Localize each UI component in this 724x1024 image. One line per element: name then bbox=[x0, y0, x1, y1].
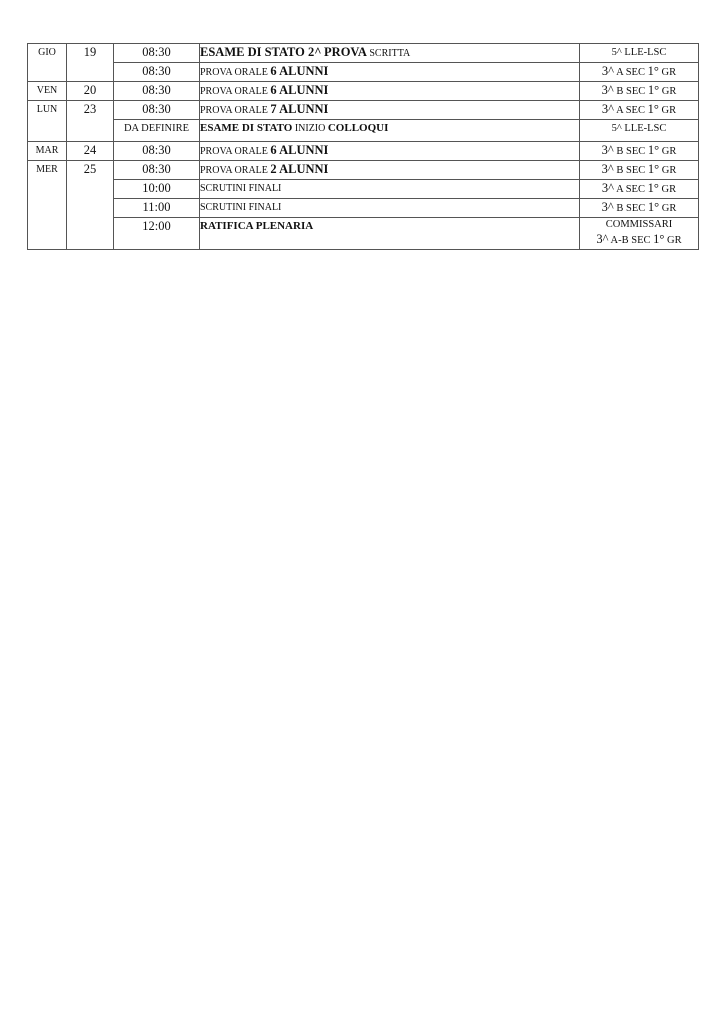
class-cell bbox=[580, 180, 699, 199]
description-bold: 6 ALUNNI bbox=[270, 83, 329, 97]
table-row bbox=[28, 63, 699, 82]
class-year: 3^ bbox=[596, 232, 609, 246]
class-cell bbox=[580, 199, 699, 218]
time-cell: 08:30 bbox=[114, 63, 200, 82]
class-year: 3^ bbox=[601, 102, 615, 116]
class-cell bbox=[580, 63, 699, 82]
time-cell: 11:00 bbox=[114, 199, 200, 218]
time-cell: 08:30 bbox=[114, 44, 200, 63]
time-cell: 10:00 bbox=[114, 180, 200, 199]
description-bold: PROVA bbox=[324, 45, 367, 59]
class-cell bbox=[580, 218, 699, 250]
class-cell bbox=[580, 101, 699, 120]
day-cell: MER bbox=[28, 161, 67, 250]
description-cell bbox=[200, 44, 580, 63]
class-grade: 1° bbox=[647, 102, 659, 116]
table-row bbox=[28, 161, 699, 180]
class-section: B SEC bbox=[616, 165, 646, 176]
description-text: SCRUTINI FINALI bbox=[200, 202, 282, 213]
description-bold: 6 ALUNNI bbox=[270, 143, 329, 157]
class-year: 3^ bbox=[601, 64, 615, 78]
day-cell: MAR bbox=[28, 142, 67, 161]
time-cell: 12:00 bbox=[114, 218, 200, 250]
class-level: GR bbox=[661, 67, 677, 78]
description-cell bbox=[200, 82, 580, 101]
description-bold: 2 ALUNNI bbox=[270, 162, 329, 176]
class-level: GR bbox=[667, 235, 682, 246]
class-section: B SEC bbox=[616, 86, 646, 97]
class-cell bbox=[580, 161, 699, 180]
description-cell bbox=[200, 120, 580, 142]
class-level: GR bbox=[661, 165, 677, 176]
class-section: A-B SEC bbox=[610, 235, 651, 246]
description-text: PROVA ORALE bbox=[200, 146, 268, 157]
description-cell bbox=[200, 199, 580, 218]
time-cell: 08:30 bbox=[114, 82, 200, 101]
class-year: 3^ bbox=[601, 200, 614, 214]
time-cell: 08:30 bbox=[114, 161, 200, 180]
table-row bbox=[28, 199, 699, 218]
class-year: 3^ bbox=[601, 143, 614, 157]
class-level: GR bbox=[661, 86, 677, 97]
description-bold: 6 ALUNNI bbox=[270, 64, 329, 78]
class-section: A SEC bbox=[616, 67, 645, 78]
description-bold: RATIFICA PLENARIA bbox=[200, 220, 314, 232]
description-text: PROVA ORALE bbox=[200, 67, 268, 78]
date-cell: 25 bbox=[67, 161, 114, 250]
description-text: PROVA ORALE bbox=[200, 165, 268, 176]
table-row bbox=[28, 101, 699, 120]
class-grade: 1° bbox=[647, 83, 660, 97]
class-line-1: COMMISSARI bbox=[605, 219, 673, 230]
description-text: SCRITTA bbox=[369, 48, 411, 59]
class-cell: 5^ LLE-LSC bbox=[580, 120, 699, 142]
class-cell bbox=[580, 82, 699, 101]
date-cell: 24 bbox=[67, 142, 114, 161]
description-text: INIZIO bbox=[294, 123, 326, 134]
description-bold: ESAME DI STATO bbox=[200, 122, 293, 134]
date-cell: 19 bbox=[67, 44, 114, 82]
description-bold: ESAME DI STATO 2^ bbox=[200, 45, 322, 59]
class-section: A SEC bbox=[616, 105, 645, 116]
class-level: GR bbox=[661, 184, 677, 195]
class-grade: 1° bbox=[647, 162, 660, 176]
description-cell bbox=[200, 180, 580, 199]
class-grade: 1° bbox=[647, 181, 659, 195]
description-cell bbox=[200, 161, 580, 180]
description-text: SCRUTINI FINALI bbox=[200, 183, 282, 194]
class-section: B SEC bbox=[616, 146, 646, 157]
class-cell: 5^ LLE-LSC bbox=[580, 44, 699, 63]
table-row bbox=[28, 218, 699, 250]
class-level: GR bbox=[661, 146, 677, 157]
description-bold: COLLOQUI bbox=[327, 122, 389, 134]
description-cell bbox=[200, 218, 580, 250]
time-cell: 08:30 bbox=[114, 142, 200, 161]
class-grade: 1° bbox=[653, 232, 665, 246]
description-cell bbox=[200, 142, 580, 161]
class-level: GR bbox=[661, 203, 677, 214]
date-cell: 23 bbox=[67, 101, 114, 142]
class-year: 3^ bbox=[601, 162, 614, 176]
table-row bbox=[28, 44, 699, 63]
description-cell bbox=[200, 63, 580, 82]
day-cell: VEN bbox=[28, 82, 67, 101]
class-cell bbox=[580, 142, 699, 161]
exam-schedule-table bbox=[27, 43, 699, 250]
table-row bbox=[28, 82, 699, 101]
table-row bbox=[28, 180, 699, 199]
description-text: PROVA ORALE bbox=[200, 105, 268, 116]
time-cell: 08:30 bbox=[114, 101, 200, 120]
class-grade: 1° bbox=[647, 64, 659, 78]
description-cell bbox=[200, 101, 580, 120]
class-section: A SEC bbox=[616, 184, 645, 195]
time-cell: DA DEFINIRE bbox=[114, 120, 200, 142]
table-row bbox=[28, 142, 699, 161]
day-cell: GIO bbox=[28, 44, 67, 82]
table-row bbox=[28, 120, 699, 142]
day-cell: LUN bbox=[28, 101, 67, 142]
description-text: PROVA ORALE bbox=[200, 86, 268, 97]
class-year: 3^ bbox=[601, 83, 614, 97]
class-section: B SEC bbox=[616, 203, 646, 214]
class-level: GR bbox=[661, 105, 677, 116]
class-year: 3^ bbox=[601, 181, 615, 195]
description-bold: 7 ALUNNI bbox=[270, 102, 329, 116]
class-grade: 1° bbox=[647, 143, 660, 157]
class-line-2 bbox=[580, 232, 698, 248]
date-cell: 20 bbox=[67, 82, 114, 101]
class-grade: 1° bbox=[647, 200, 660, 214]
